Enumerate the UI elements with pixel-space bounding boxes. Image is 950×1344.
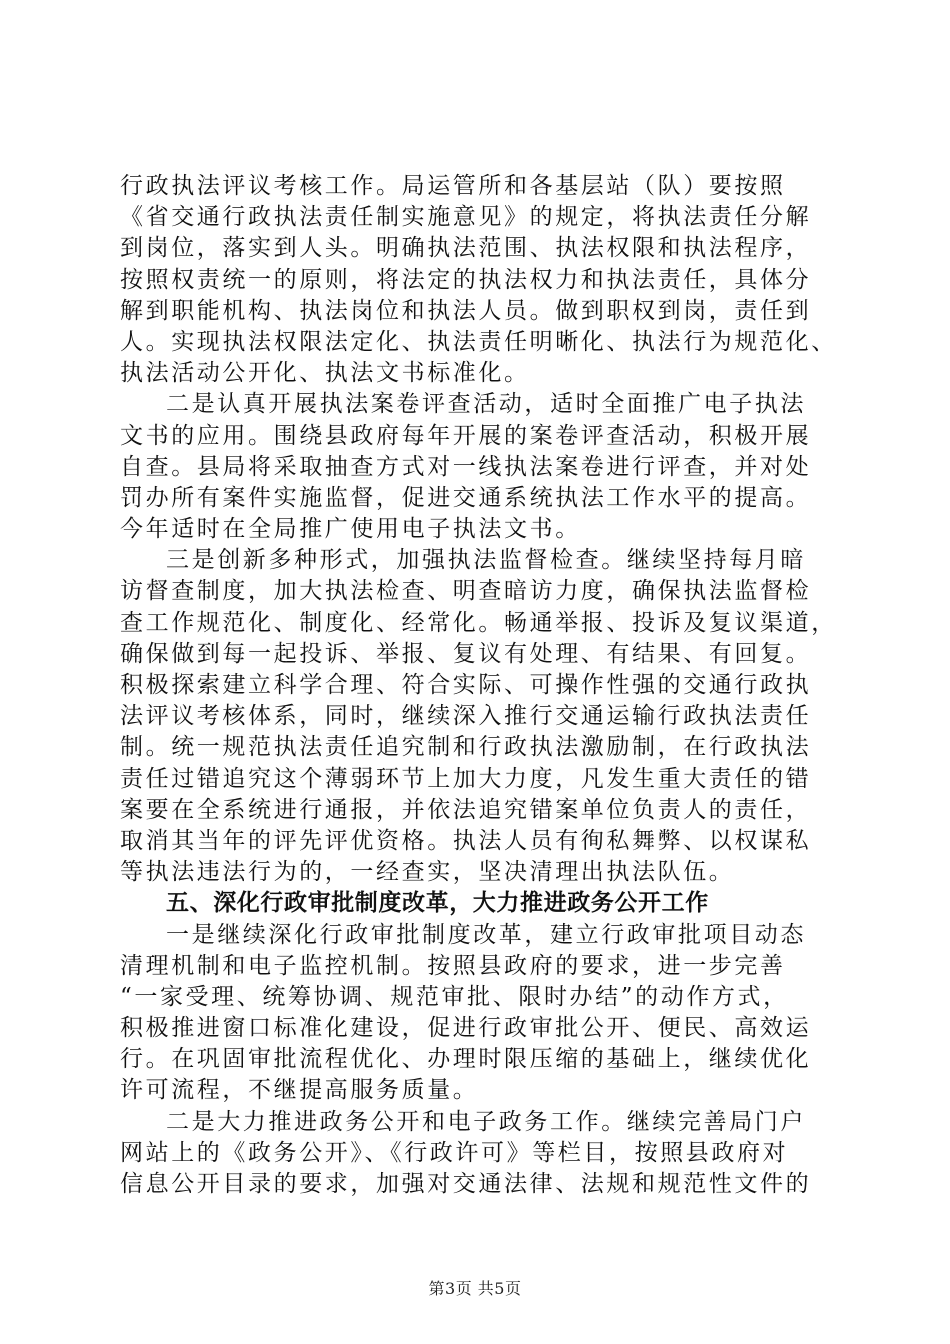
text-line: 自查。县局将采取抽查方式对一线执法案卷进行评查，并对处 xyxy=(120,453,812,480)
text-line: 一是继续深化行政审批制度改革，建立行政审批项目动态 xyxy=(166,921,806,948)
text-line: 罚办所有案件实施监督，促进交通系统执法工作水平的提高。 xyxy=(120,484,812,511)
section-heading: 五、深化行政审批制度改革，大力推进政务公开工作 xyxy=(166,890,709,917)
text-line: 责任过错追究这个薄弱环节上加大力度，凡发生重大责任的错 xyxy=(120,765,812,792)
text-line: 文书的应用。围绕县政府每年开展的案卷评查活动，积极开展 xyxy=(120,422,812,449)
text-line: 查工作规范化、制度化、经常化。畅通举报、投诉及复议渠道， xyxy=(120,609,837,636)
text-line: 三是创新多种形式，加强执法监督检查。继续坚持每月暗 xyxy=(166,547,806,574)
document-body xyxy=(120,171,860,1200)
text-line: “一家受理、统筹协调、规范审批、限时办结”的动作方式， xyxy=(120,983,789,1010)
text-line: 等执法违法行为的，一经查实，坚决清理出执法队伍。 xyxy=(120,859,735,886)
text-line: 积极探索建立科学合理、符合实际、可操作性强的交通行政执 xyxy=(120,672,812,698)
text-line: 积极推进窗口标准化建设，促进行政审批公开、便民、高效运 xyxy=(120,1015,812,1042)
text-line: 访督查制度，加大执法检查、明查暗访力度，确保执法监督检 xyxy=(120,578,812,605)
text-line: 确保做到每一起投诉、举报、复议有处理、有结果、有回复。 xyxy=(120,640,812,667)
text-line: 《省交通行政执法责任制实施意见》的规定，将执法责任分解 xyxy=(120,204,812,231)
text-line: 网站上的《政务公开》、《行政许可》等栏目，按照县政府对 xyxy=(120,1139,789,1166)
text-line: 按照权责统一的原则，将法定的执法权力和执法责任，具体分 xyxy=(120,266,812,293)
text-line: 二是大力推进政务公开和电子政务工作。继续完善局门户 xyxy=(166,1108,806,1135)
text-line: 解到职能机构、执法岗位和执法人员。做到职权到岗，责任到 xyxy=(120,297,812,324)
text-line: 法评议考核体系，同时，继续深入推行交通运输行政执法责任 xyxy=(120,703,812,730)
text-line: 今年适时在全局推广使用电子执法文书。 xyxy=(120,516,581,543)
text-line: 行政执法评议考核工作。局运管所和各基层站（队）要按照 xyxy=(120,173,786,199)
text-line: 案要在全系统进行通报，并依法追究错案单位负责人的责任， xyxy=(120,796,812,823)
page-footer: 第3页 共5页 xyxy=(428,1279,522,1298)
text-line: 到岗位，落实到人头。明确执法范围、执法权限和执法程序， xyxy=(120,235,812,262)
text-line: 信息公开目录的要求，加强对交通法律、法规和规范性文件的 xyxy=(120,1171,812,1197)
text-line: 二是认真开展执法案卷评查活动，适时全面推广电子执法 xyxy=(166,391,806,418)
text-line: 制。统一规范执法责任追究制和行政执法激励制，在行政执法 xyxy=(120,734,812,761)
text-line: 执法活动公开化、执法文书标准化。 xyxy=(120,360,530,387)
text-line: 人。实现执法权限法定化、执法责任明晰化、执法行为规范化、 xyxy=(120,328,837,355)
text-line: 取消其当年的评先评优资格。执法人员有徇私舞弊、以权谋私 xyxy=(120,827,812,854)
text-line: 行。在巩固审批流程优化、办理时限压缩的基础上，继续优化 xyxy=(120,1046,812,1073)
text-line: 许可流程，不继提高服务质量。 xyxy=(120,1077,479,1104)
text-line: 清理机制和电子监控机制。按照县政府的要求，进一步完善 xyxy=(120,952,786,979)
